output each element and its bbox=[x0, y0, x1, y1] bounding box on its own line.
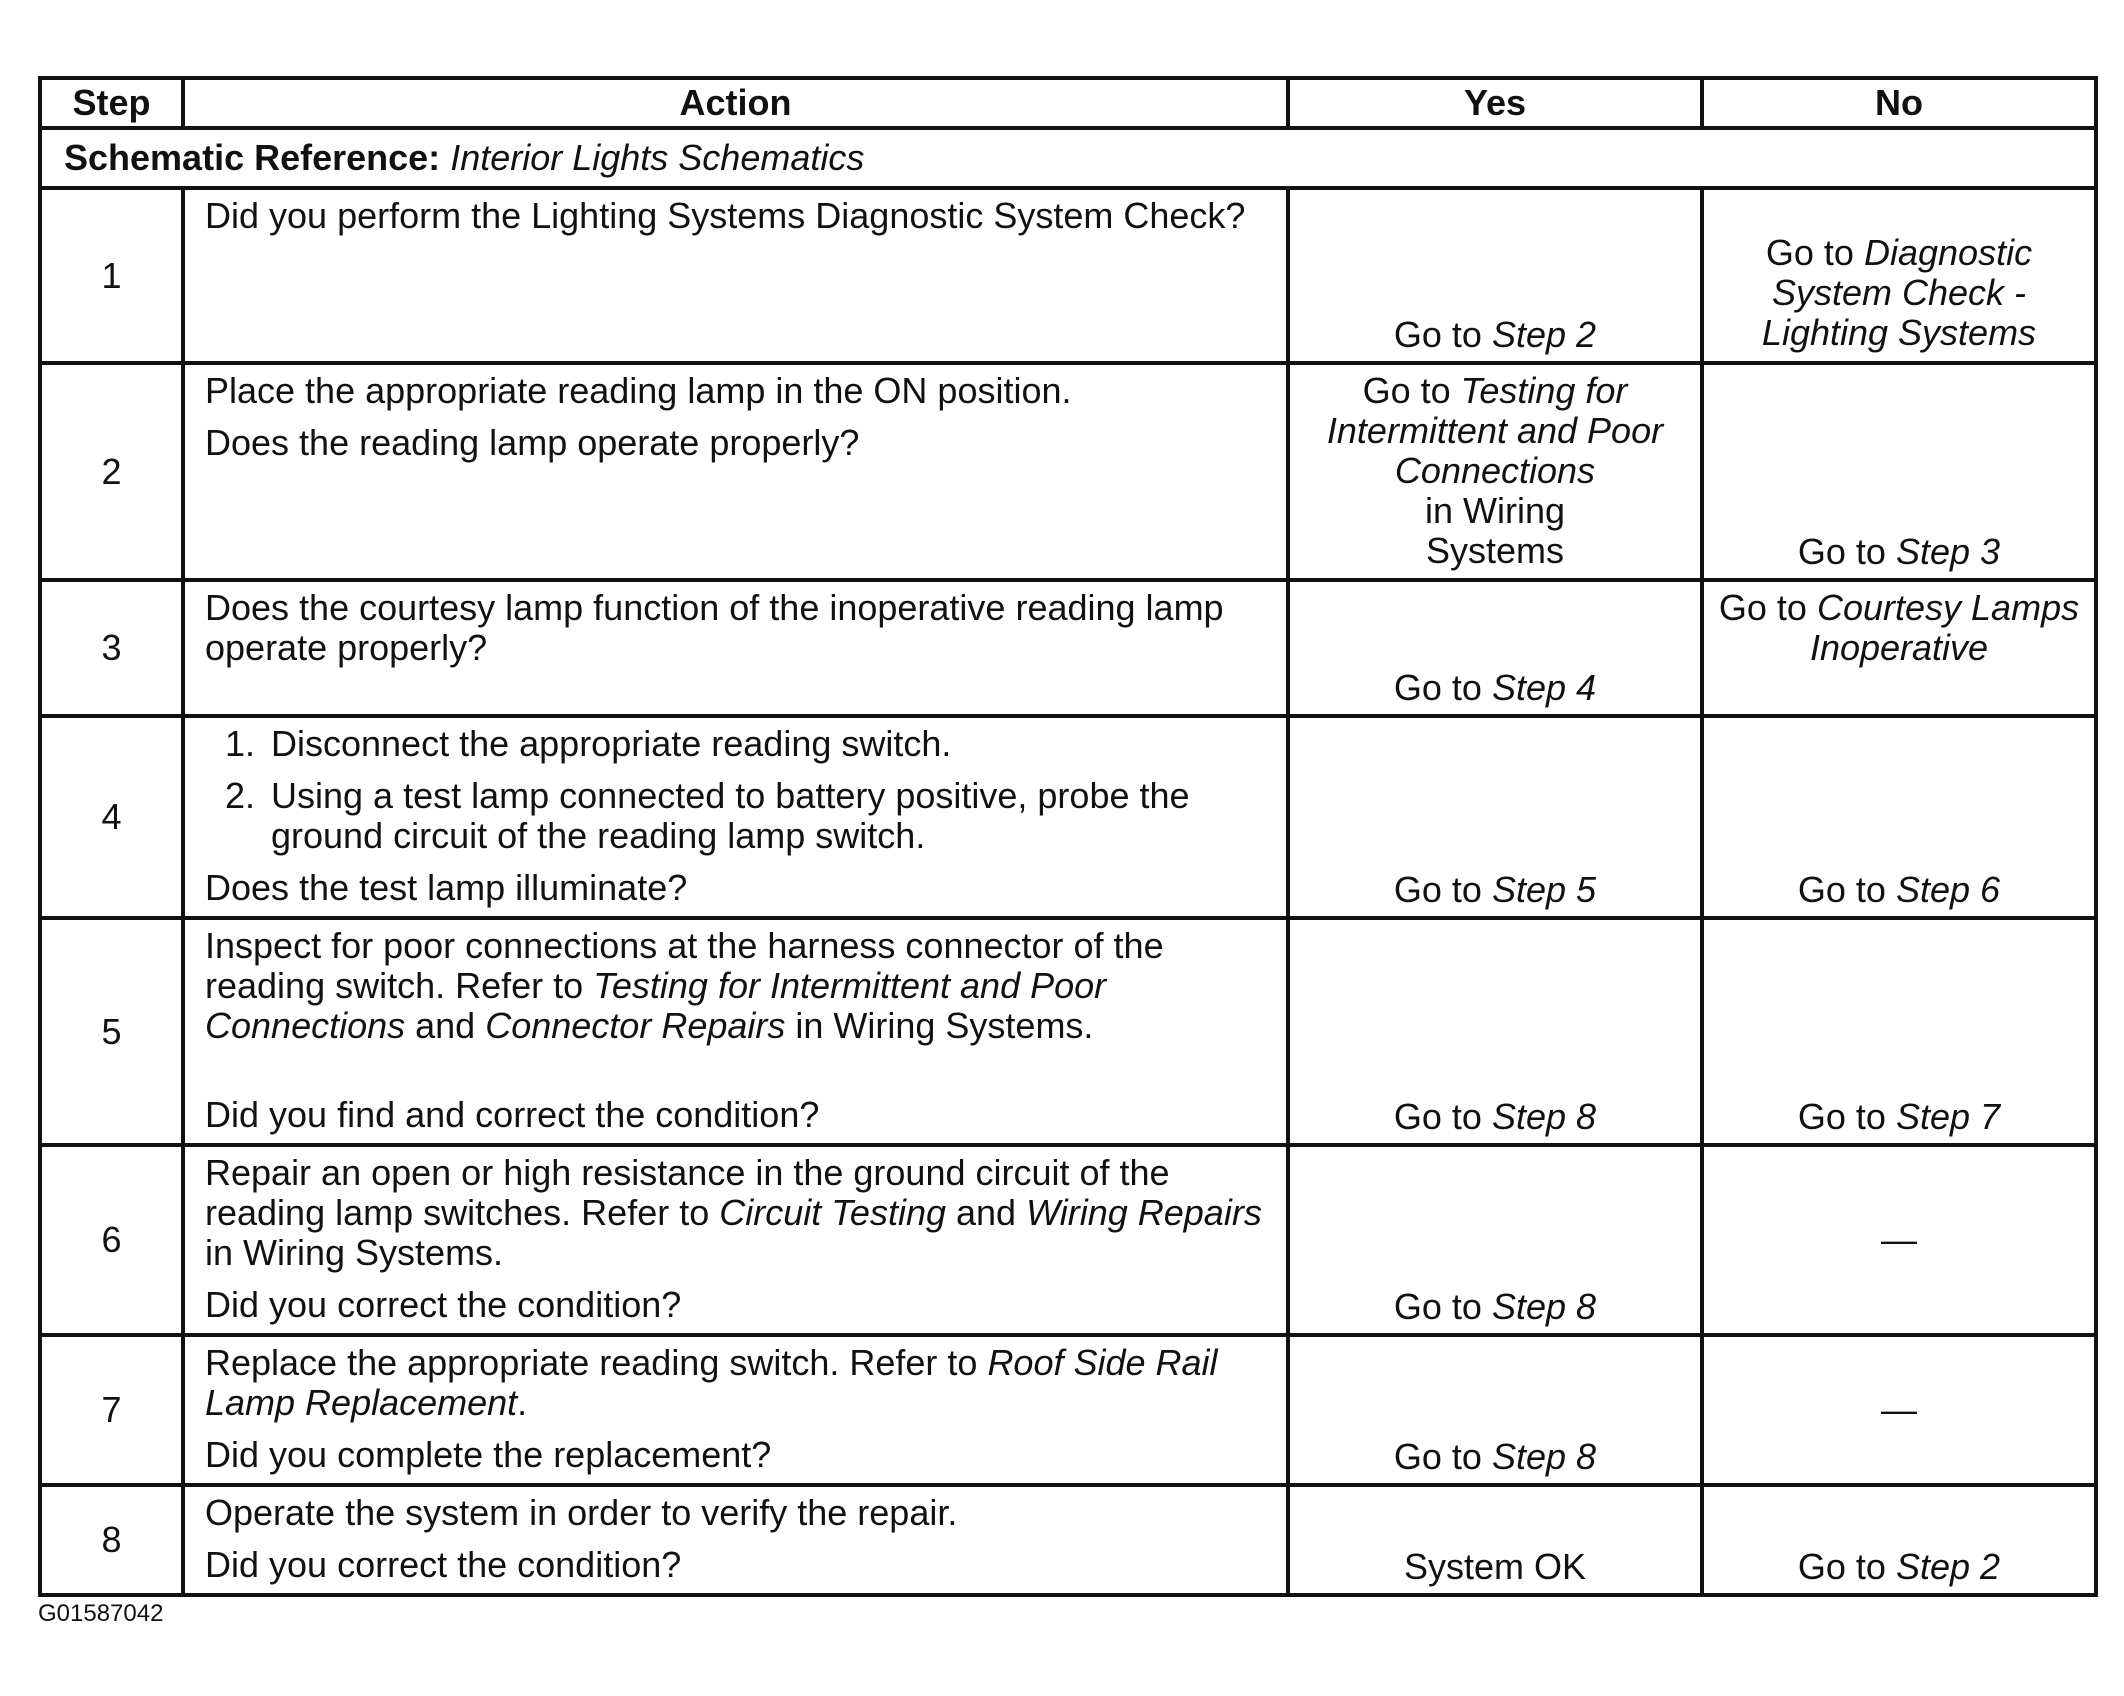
go-to-text: Go to bbox=[1393, 1436, 1482, 1477]
table-row bbox=[40, 188, 2096, 363]
not-applicable-dash: — bbox=[1881, 1389, 1917, 1430]
yes-target: Step 5 bbox=[1491, 869, 1597, 910]
yes-target-line: Connections bbox=[1394, 450, 1596, 491]
yes-target-line: Testing for bbox=[1460, 370, 1628, 411]
yes-target: Step 4 bbox=[1491, 667, 1597, 708]
header-action: Action bbox=[183, 78, 1288, 128]
go-to-text: Go to bbox=[1797, 1546, 1886, 1587]
action-cell bbox=[183, 363, 1288, 580]
action-question: Did you correct the condition? bbox=[205, 1544, 682, 1585]
header-row bbox=[40, 78, 2096, 128]
step-number: 2 bbox=[40, 363, 183, 580]
no-cell bbox=[1702, 1335, 2096, 1485]
go-to-text: Go to bbox=[1393, 1286, 1482, 1327]
action-cell bbox=[183, 918, 1288, 1145]
no-target: Step 2 bbox=[1895, 1546, 2001, 1587]
no-target: Step 7 bbox=[1895, 1096, 2001, 1137]
instruction-text: and bbox=[405, 1005, 486, 1046]
schematic-reference-row bbox=[40, 128, 2096, 188]
reference-link: Connector Repairs bbox=[485, 1005, 786, 1046]
schematic-label: Schematic Reference: bbox=[64, 137, 441, 178]
no-target-line: Lighting Systems bbox=[1761, 311, 2037, 353]
go-to-text: Go to bbox=[1393, 1096, 1482, 1137]
no-cell bbox=[1702, 1145, 2096, 1335]
yes-cell bbox=[1288, 716, 1702, 918]
not-applicable-dash: — bbox=[1881, 1219, 1917, 1260]
reference-link: Circuit Testing bbox=[719, 1192, 946, 1233]
yes-target: Step 8 bbox=[1491, 1436, 1597, 1477]
action-question: Did you perform the Lighting Systems Diagnostic System Check? bbox=[205, 195, 1246, 236]
no-target-line: System Check - bbox=[1771, 271, 2027, 313]
step-number: 4 bbox=[40, 716, 183, 918]
instruction-text: in Wiring Systems. bbox=[205, 1232, 504, 1273]
table-row bbox=[40, 363, 2096, 580]
table-row bbox=[40, 1485, 2096, 1595]
action-question: Does the courtesy lamp function of the inoperative reading lamp operate properly? bbox=[205, 587, 1224, 668]
no-cell bbox=[1702, 363, 2096, 580]
instruction-text: and bbox=[946, 1192, 1027, 1233]
action-question: Did you correct the condition? bbox=[205, 1284, 682, 1325]
step-number: 7 bbox=[40, 1335, 183, 1485]
step-number: 3 bbox=[40, 580, 183, 716]
instruction-text: . bbox=[517, 1382, 528, 1423]
action-instruction bbox=[205, 1343, 1266, 1423]
no-cell bbox=[1702, 918, 2096, 1145]
action-cell bbox=[183, 1485, 1288, 1595]
yes-target-line: Intermittent and Poor bbox=[1326, 410, 1664, 451]
action-cell bbox=[183, 1145, 1288, 1335]
action-question: Did you complete the replacement? bbox=[205, 1434, 772, 1475]
schematic-link: Interior Lights Schematics bbox=[450, 137, 865, 178]
go-to-text: Go to bbox=[1797, 531, 1886, 572]
yes-cell bbox=[1288, 918, 1702, 1145]
yes-target: Step 8 bbox=[1491, 1286, 1597, 1327]
action-question: Did you find and correct the condition? bbox=[205, 1094, 820, 1135]
go-to-text: Go to bbox=[1393, 314, 1482, 355]
action-question: Does the reading lamp operate properly? bbox=[205, 422, 860, 463]
step-number: 1 bbox=[40, 188, 183, 363]
reference-link: Testing for Intermittent and Poor Connections bbox=[205, 965, 1107, 1046]
figure-id: G01587042 bbox=[38, 1600, 164, 1627]
action-instruction: Place the appropriate reading lamp in the ON position. bbox=[205, 370, 1072, 411]
no-cell bbox=[1702, 580, 2096, 716]
header-yes: Yes bbox=[1288, 78, 1702, 128]
yes-target-line: Systems bbox=[1425, 530, 1565, 571]
action-instruction bbox=[205, 1153, 1266, 1273]
instruction-text: Inspect for poor connections at the harness connector of the reading switch. Refer to bbox=[205, 925, 1164, 1006]
no-target: Step 6 bbox=[1895, 869, 2001, 910]
action-cell bbox=[183, 1335, 1288, 1485]
no-target-line: Diagnostic bbox=[1863, 231, 2033, 273]
yes-result: System OK bbox=[1403, 1546, 1587, 1587]
yes-target-line: in Wiring bbox=[1424, 490, 1566, 531]
action-steps-list bbox=[205, 724, 1266, 856]
list-item: 1. Disconnect the appropriate reading switch. bbox=[265, 724, 1266, 764]
no-cell bbox=[1702, 188, 2096, 363]
yes-cell bbox=[1288, 1335, 1702, 1485]
no-target-line: Courtesy Lamps bbox=[1816, 587, 2080, 628]
go-to-text: Go to bbox=[1797, 1096, 1886, 1137]
table-row bbox=[40, 1335, 2096, 1485]
table-row bbox=[40, 716, 2096, 918]
go-to-text: Go to bbox=[1765, 231, 1854, 273]
go-to-text: Go to bbox=[1797, 869, 1886, 910]
no-target-line: Inoperative bbox=[1809, 627, 1989, 668]
reference-link: Roof Side Rail Lamp Replacement bbox=[205, 1342, 1218, 1423]
header-step: Step bbox=[40, 78, 183, 128]
yes-cell bbox=[1288, 363, 1702, 580]
action-instruction: Operate the system in order to verify the repair. bbox=[205, 1492, 958, 1533]
step-number: 8 bbox=[40, 1485, 183, 1595]
instruction-text: Replace the appropriate reading switch. Refer to bbox=[205, 1342, 988, 1383]
yes-target: Step 2 bbox=[1491, 314, 1597, 355]
no-cell bbox=[1702, 1485, 2096, 1595]
no-cell bbox=[1702, 716, 2096, 918]
no-target: Step 3 bbox=[1895, 531, 2001, 572]
table-row bbox=[40, 580, 2096, 716]
table-row bbox=[40, 1145, 2096, 1335]
schematic-reference bbox=[40, 128, 2096, 188]
instruction-text: in Wiring Systems. bbox=[785, 1005, 1094, 1046]
action-instruction bbox=[205, 926, 1266, 1046]
table-row bbox=[40, 918, 2096, 1145]
yes-cell bbox=[1288, 188, 1702, 363]
action-cell bbox=[183, 188, 1288, 363]
diagnostic-table bbox=[38, 76, 2098, 1597]
action-cell bbox=[183, 716, 1288, 918]
yes-cell bbox=[1288, 1485, 1702, 1595]
action-cell bbox=[183, 580, 1288, 716]
yes-target: Step 8 bbox=[1491, 1096, 1597, 1137]
yes-cell bbox=[1288, 580, 1702, 716]
go-to-text: Go to bbox=[1362, 370, 1451, 411]
step-number: 6 bbox=[40, 1145, 183, 1335]
yes-cell bbox=[1288, 1145, 1702, 1335]
go-to-text: Go to bbox=[1393, 667, 1482, 708]
go-to-text: Go to bbox=[1718, 587, 1807, 628]
list-item: 2. Using a test lamp connected to battery positive, probe the ground circuit of the reading lamp switch. bbox=[265, 776, 1266, 856]
header-no: No bbox=[1702, 78, 2096, 128]
step-number: 5 bbox=[40, 918, 183, 1145]
go-to-text: Go to bbox=[1393, 869, 1482, 910]
instruction-text: Repair an open or high resistance in the ground circuit of the reading lamp switches. Refer to bbox=[205, 1152, 1170, 1233]
reference-link: Wiring Repairs bbox=[1026, 1192, 1262, 1233]
action-question: Does the test lamp illuminate? bbox=[205, 867, 688, 908]
